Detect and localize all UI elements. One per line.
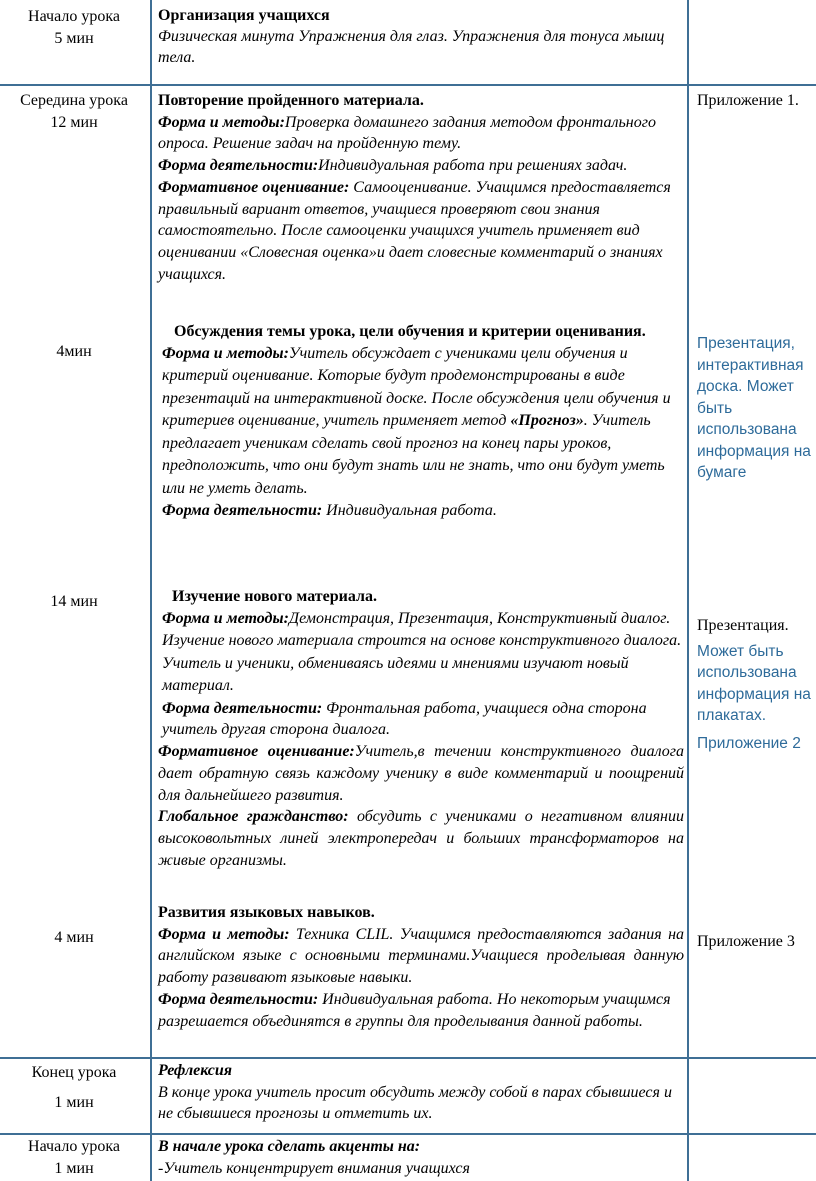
section3-resource2: Может быть использована информация на плакатах. — [697, 642, 811, 724]
section1-forma-text: Проверка домашнего задания методом фронтального опроса. Решение задач на пройденную тему. — [158, 113, 656, 153]
section3-content — [158, 586, 684, 871]
row4-text: -Учитель концентрирует внимания учащихся — [158, 1159, 470, 1177]
section2-forma-text-a: Учитель обсуждает с учениками цели обучения и критерий оценивание. Которые будут продемонстрированы в виде презентаций на интерактивной доске. После обсуждения цели обучения и критериев оценивание, учитель применяет метод — [162, 344, 671, 430]
section3-ocen-label: Формативное оценивание: — [158, 743, 355, 761]
section1-time-label: Середина урока — [20, 92, 128, 109]
table-border-row1 — [0, 84, 816, 86]
section1-forma-label: Форма и методы: — [158, 113, 285, 131]
section3-deyat-label: Форма деятельности: — [162, 699, 323, 717]
row1-content — [158, 5, 684, 68]
row3-content — [158, 1060, 684, 1125]
section1-resource: Приложение 1. — [697, 92, 799, 109]
row4-time — [0, 1136, 148, 1180]
row1-time-label: Начало урока — [28, 8, 120, 25]
row3-text: В конце урока учитель просит обсудить между собой в парах сбывшиеся и не сбывшиеся прогнозы и отметить их. — [158, 1083, 672, 1123]
section1-ocen-text: Самооценивание. Учащимся предоставляется правильный вариант ответов, учащиеся проверяют свои знания самостоятельно. После самооценки учащихся учитель применяет вид оценивании «Словесная оценка»и дает словесные комментарий о знаниях учащихся. — [158, 178, 671, 283]
row3-time-label: Конец урока — [31, 1064, 117, 1081]
section4-time: 4 мин — [54, 929, 94, 946]
section1-deyat-text: Индивидуальная работа при решениях задач. — [318, 157, 628, 175]
row1-title: Организация учащихся — [158, 7, 330, 24]
section1-ocen-label: Формативное оценивание: — [158, 178, 350, 196]
section3-title: Изучение нового материала. — [172, 588, 377, 605]
section4-content — [158, 902, 684, 1032]
section2-deyat-label: Форма деятельности: — [162, 502, 323, 520]
table-border-col2 — [687, 0, 689, 1181]
row1-text: Физическая минута Упражнения для глаз. Упражнения для тонуса мышц тела. — [158, 28, 665, 66]
section3-resource3: Приложение 2 — [697, 734, 801, 752]
section4-deyat-text: Индивидуальная работа. Но некоторым учащимся разрешается объединятся в группы для проделывания данной работы. — [158, 990, 671, 1030]
section3-global-label: Глобальное гражданство: — [158, 808, 349, 826]
section2-content — [158, 321, 684, 522]
row3-time-value: 1 мин — [54, 1094, 94, 1111]
section4-forma-text: Техника CLIL. Учащимся предоставляются задания на английском языке с основными терминами.Учащиеся проделывая данную работу развивают языковые навыки. — [158, 925, 685, 987]
section2-forma-method: «Прогноз» — [510, 412, 584, 430]
section2-title: Обсуждения темы урока, цели обучения и критерии оценивания. — [174, 323, 646, 340]
section1-title: Повторение пройденного материала. — [158, 92, 424, 109]
row1-time-value: 5 мин — [54, 30, 94, 47]
row4-time-label: Начало урока — [28, 1138, 120, 1155]
section3-resource: Презентация. — [697, 617, 789, 634]
section4-title: Развития языковых навыков. — [158, 904, 375, 921]
section1-content — [158, 90, 684, 285]
section3-ocen-text: Учитель,в течении конструктивного диалога дает обратную связь каждому ученику в виде комментарий и поощрений для дальнейшего развития. — [158, 743, 685, 804]
section2-resource: Презентация, интерактивная доска. Может быть использована информация на бумаге — [697, 335, 811, 481]
section2-deyat-text: Индивидуальная работа. — [322, 502, 497, 520]
table-border-col1 — [150, 0, 152, 1181]
section3-forma-label: Форма и методы: — [162, 609, 289, 627]
row3-time — [0, 1062, 148, 1114]
row4-content — [158, 1136, 684, 1179]
section3-forma-text: Демонстрация, Презентация, Конструктивный диалог. Изучение нового материала строится на основе конструктивного диалога. Учитель и ученики, обмениваясь идеями и мнениями изучают новый материал. — [162, 609, 682, 695]
row1-time — [0, 6, 148, 50]
section3-deyat-text: Фронтальная работа, учащиеся одна сторона учитель другая сторона диалога. — [162, 699, 647, 739]
section1-time — [0, 90, 148, 134]
section2-forma-label: Форма и методы: — [162, 344, 289, 362]
row3-title: Рефлексия — [158, 1062, 233, 1079]
table-border-row2 — [0, 1057, 816, 1059]
section4-deyat-label: Форма деятельности: — [158, 990, 319, 1008]
row4-title: В начале урока сделать акценты на: — [158, 1138, 421, 1155]
section3-global-text: обсудить с учениками о негативном влиянии высоковольтных линей электропередач и больших трансформаторов на живые организмы. — [158, 808, 684, 869]
section3-time: 14 мин — [50, 593, 98, 610]
table-border-row3 — [0, 1133, 816, 1135]
section2-forma-text-b: . Учитель предлагает ученикам сделать свой прогноз на конец пары уроков, предположить, что они будут знать или не знать, что они будут уметь или не уметь делать. — [162, 412, 665, 497]
section2-time: 4мин — [56, 343, 92, 360]
section1-time-value: 12 мин — [50, 114, 98, 131]
section3-resources — [697, 615, 815, 754]
row4-time-value: 1 мин — [54, 1160, 94, 1177]
section4-forma-label: Форма и методы: — [158, 925, 290, 943]
section1-deyat-label: Форма деятельности: — [158, 157, 319, 175]
section4-resource: Приложение 3 — [697, 933, 795, 950]
